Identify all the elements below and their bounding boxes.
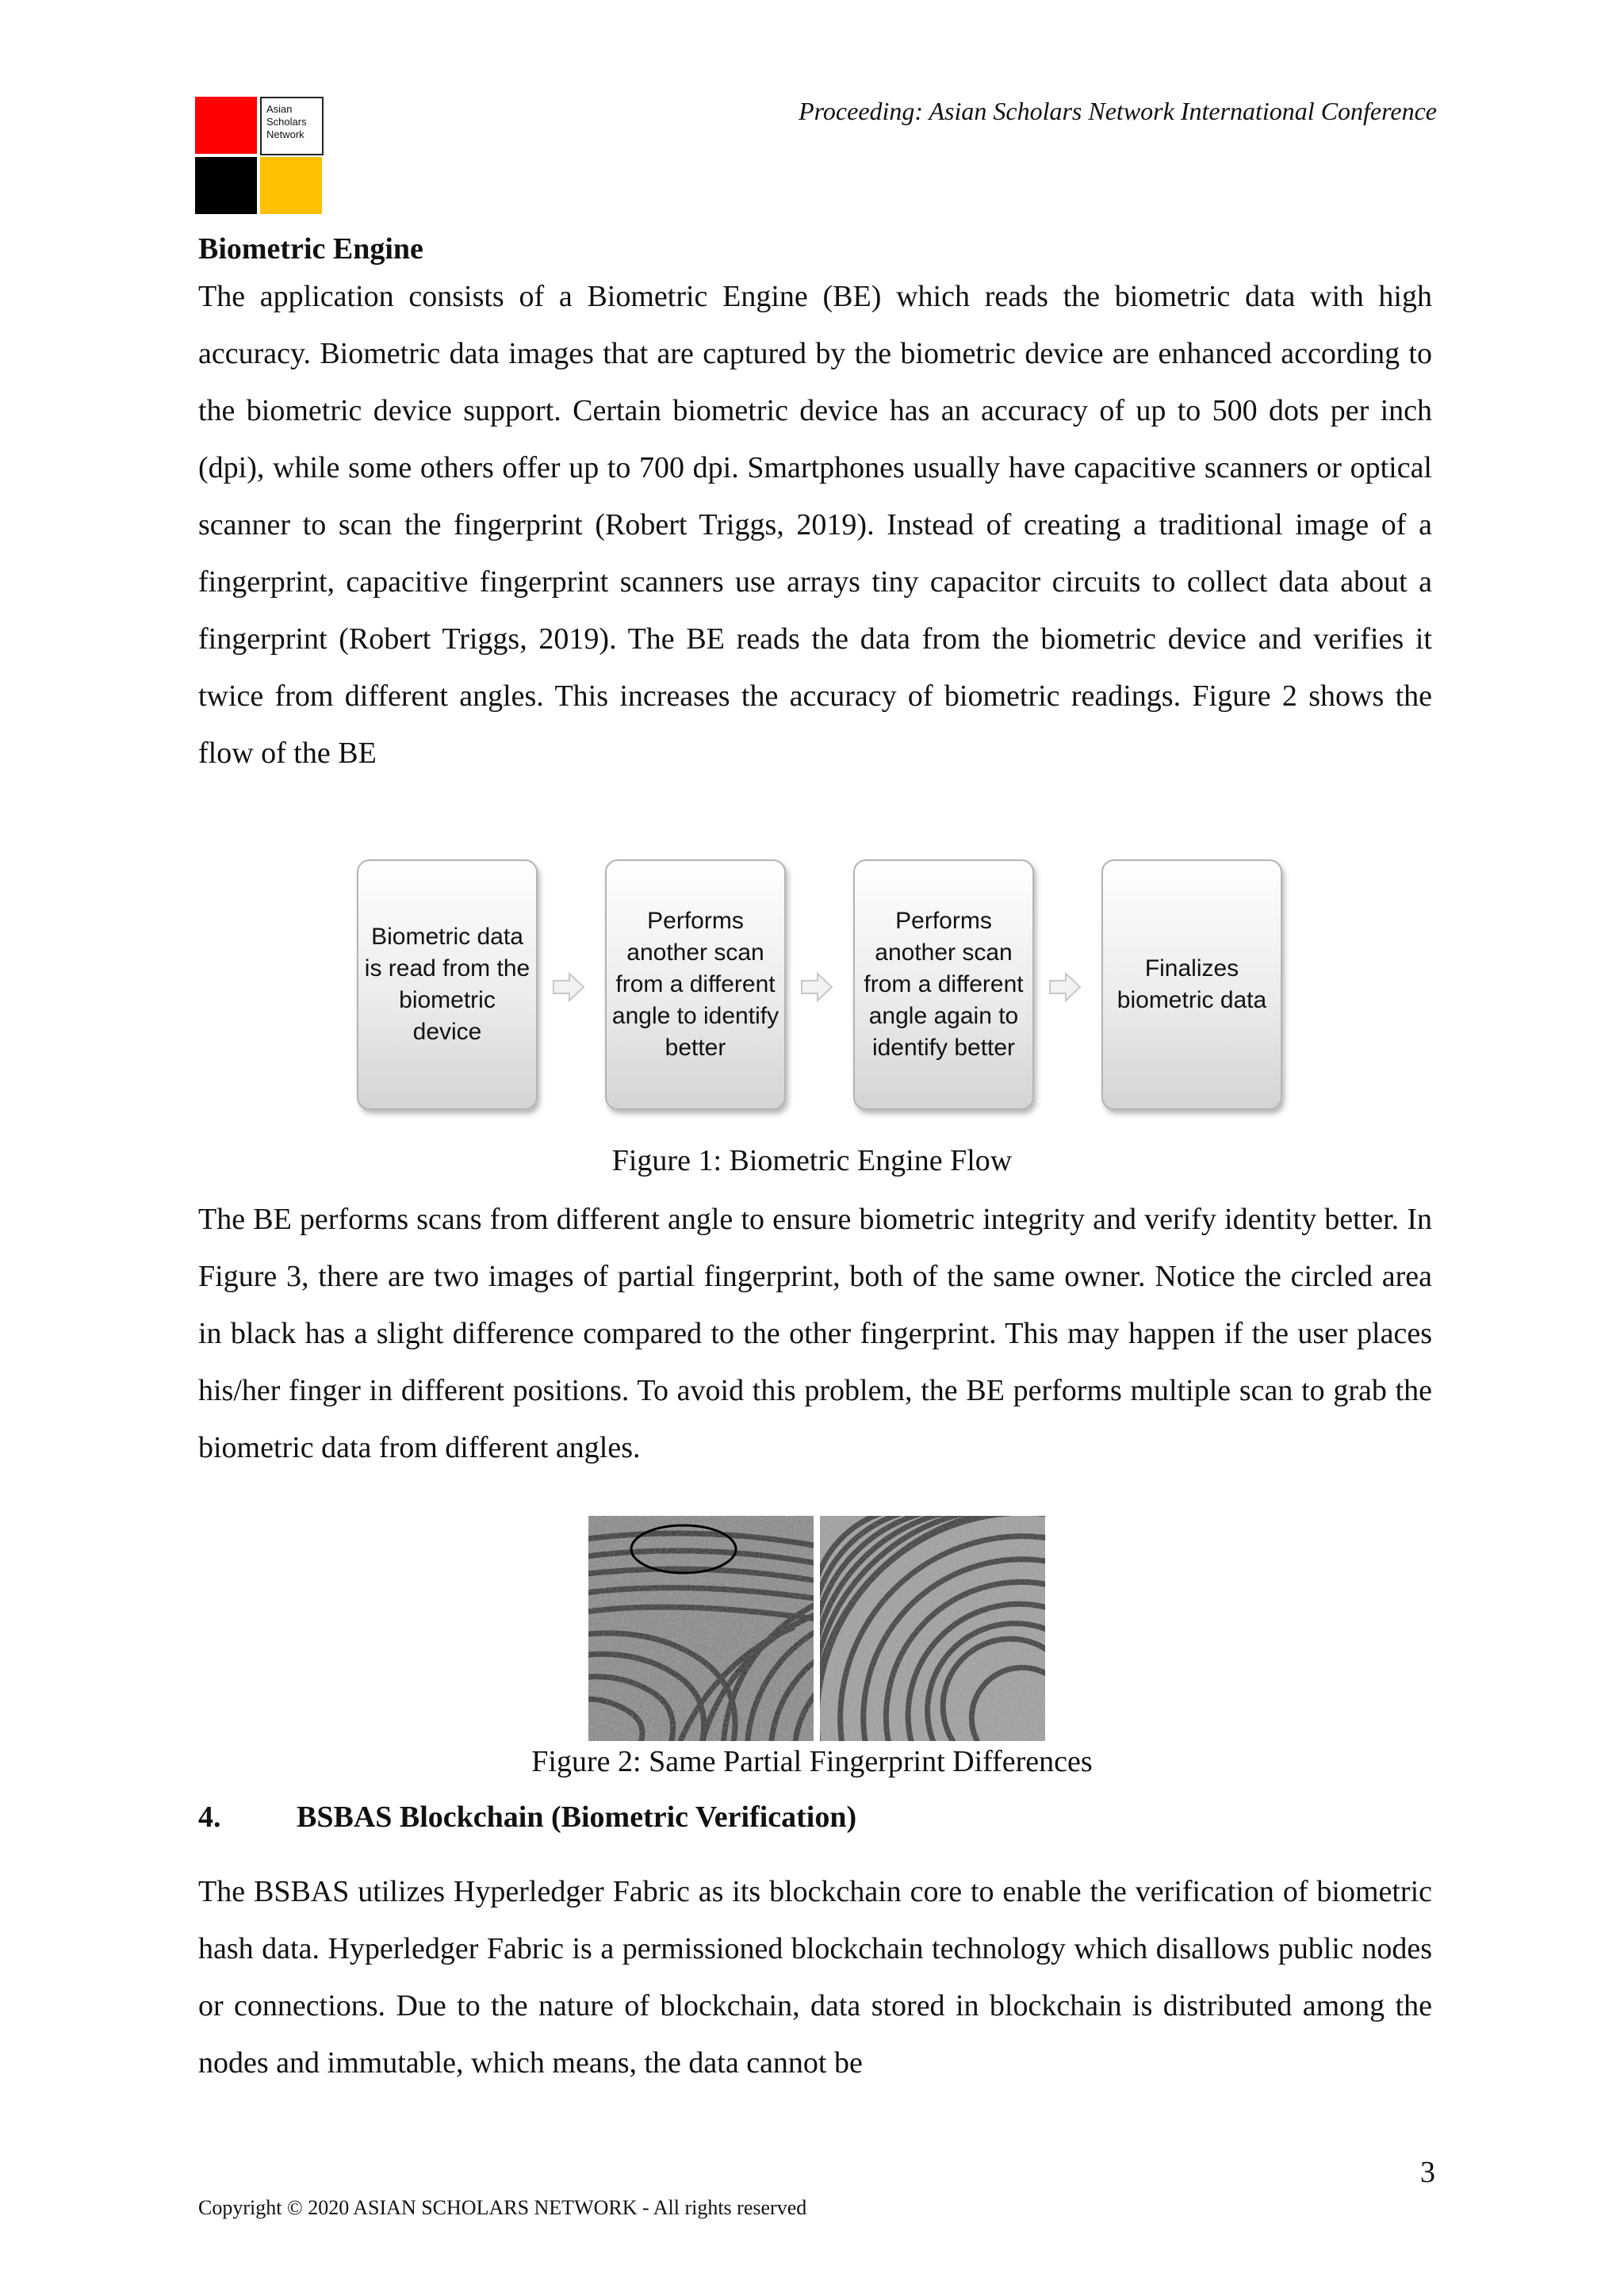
copyright-notice: Copyright © 2020 ASIAN SCHOLARS NETWORK - All rights reserved (198, 2196, 807, 2219)
section-heading-bsbas: BSBAS Blockchain (Biometric Verification) (297, 1800, 857, 1834)
logo-text-line: Network (266, 128, 304, 140)
flow-step-3-label: Performs another scan from a different angle again to identify better (864, 908, 1024, 1061)
fingerprint-image-left (588, 1516, 814, 1741)
publisher-logo (195, 97, 324, 214)
flow-step-1-label: Biometric data is read from the biometric device (364, 924, 530, 1045)
section-number: 4. (198, 1800, 221, 1834)
flow-step-1 (357, 859, 538, 1110)
fingerprint-image-right (820, 1516, 1045, 1741)
logo-yellow-block (260, 157, 322, 214)
logo-black-block (195, 157, 257, 214)
flow-step-4 (1101, 859, 1282, 1110)
logo-red-block (195, 97, 257, 154)
flow-arrow-icon (1047, 969, 1083, 1005)
paragraph-biometric-engine: The application consists of a Biometric Engine (BE) which reads the biometric data with high accuracy. Biometric data images that are captured by the biometric device are enhanced according to the biometric device support. Certain biometric device has an accuracy of up to 500 dots per inch (dpi), while some others offer up to 700 dpi. Smartphones usually have capacitive scanners or optical scanner to scan the fingerprint (Robert Triggs, 2019). Instead of creating a traditional image of a fingerprint, capacitive fingerprint scanners use arrays tiny capacitor circuits to collect data about a fingerprint (Robert Triggs, 2019). The BE reads the data from the biometric device and verifies it twice from different angles. This increases the accuracy of biometric readings. Figure 2 shows the flow of the BE (198, 280, 1432, 770)
running-header: Proceeding: Asian Scholars Network International Conference (799, 97, 1437, 125)
figure-2-caption: Figure 2: Same Partial Fingerprint Differences (531, 1745, 1093, 1778)
logo-text-block (260, 97, 324, 155)
flow-step-4-label: Finalizes biometric data (1116, 955, 1267, 1013)
paragraph-scan-angles: The BE performs scans from different angle to ensure biometric integrity and verify identity better. In Figure 3, there are two images of partial fingerprint, both of the same owner. Notice the circled area in black has a slight difference compared to the other fingerprint. This may happen if the user places his/her finger in different positions. To avoid this problem, the BE performs multiple scan to grab the biometric data from different angles. (198, 1203, 1432, 1464)
flow-arrow-icon (550, 969, 587, 1005)
page-number: 3 (1420, 2156, 1435, 2189)
paragraph-bsbas: The BSBAS utilizes Hyperledger Fabric as its blockchain core to enable the verification of biometric hash data. Hyperledger Fabric is a permissioned blockchain technology which disallows public nodes or connections. Due to the nature of blockchain, data stored in blockchain is distributed among the nodes and immutable, which means, the data cannot be (198, 1875, 1432, 2080)
logo-text-line: Asian (266, 103, 293, 115)
logo-text-line: Scholars (266, 116, 307, 128)
flow-arrow-icon (799, 969, 835, 1005)
figure-1-caption: Figure 1: Biometric Engine Flow (611, 1144, 1013, 1177)
section-heading-biometric-engine: Biometric Engine (198, 232, 423, 266)
flow-step-2 (605, 859, 786, 1110)
flow-step-3 (853, 859, 1034, 1110)
flow-step-2-label: Performs another scan from a different angle to identify better (611, 908, 779, 1061)
